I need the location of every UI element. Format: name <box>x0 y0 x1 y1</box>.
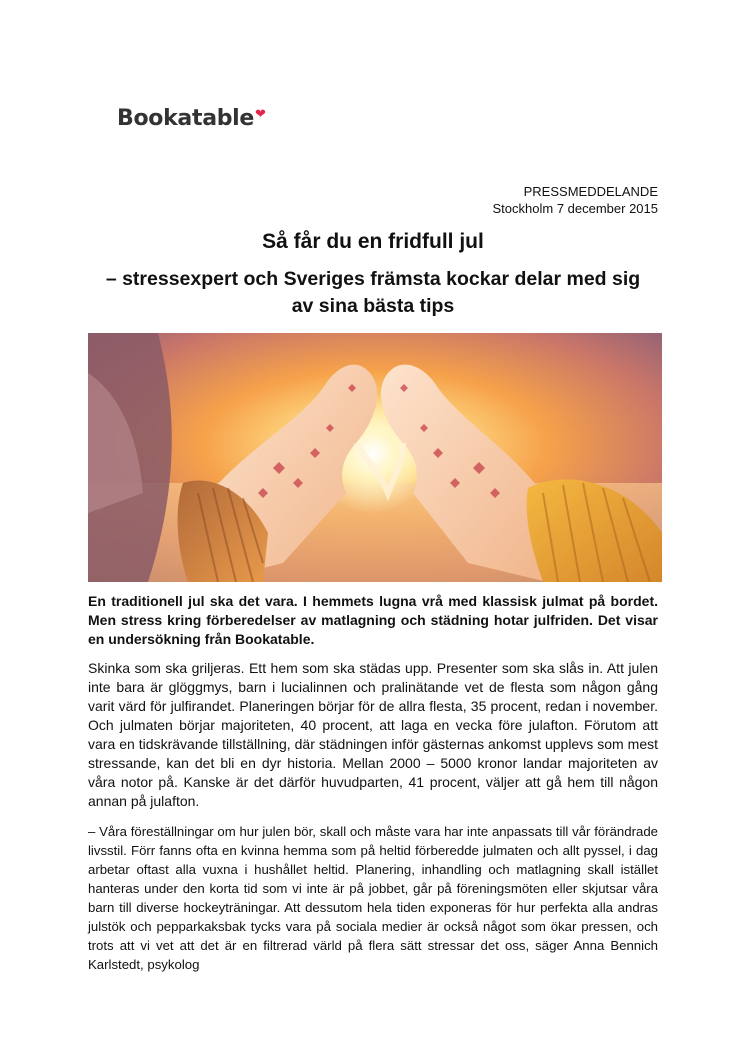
body-paragraph-1: Skinka som ska griljeras. Ett hem som ska städas upp. Presenter som ska slås in. Att julen inte bara är glöggmys, barn i lucialinnen och pralinätande vet de flesta som någon gång varit värd för julfirandet. Planeringen börjar för de allra flesta, 35 procent, redan i november. Och julmaten börjar majoriteten, 40 procent, att laga en vecka före julafton. Förutom att vara en tidskrävande tillställning, där städningen inför gästernas ankomst upplevs som mest stressande, kan det bli en dyr historia. Mellan 2000 – 5000 kronor landar majoriteten av våra notor på. Kanske är det därför huvudparten, 41 procent, väljer att gå hem till någon annan på julafton. <box>88 660 658 809</box>
hero-image <box>88 333 662 582</box>
article-subtitle: – stressexpert och Sveriges främsta kockar delar med sig av sina bästa tips <box>105 268 641 317</box>
lead-paragraph: En traditionell jul ska det vara. I hemmets lugna vrå med klassisk julmat på bordet. Men stress kring förberedelser av matlagning och städning hotar julfriden. Det visar en undersökning från Bookatable. <box>88 593 658 647</box>
article-title: Så får du en fridfull jul <box>262 230 484 253</box>
press-meta <box>493 183 658 217</box>
body-paragraph-2: – Våra föreställningar om hur julen bör, skall och måste vara har inte anpassats till vår förändrade livsstil. Förr fanns ofta en kvinna hemma som på heltid förberedde julmaten och allt pyssel, i dag arbetar oftast alla vuxna i hushållet heltid. Planering, inhandling och matlagning skall istället hanteras under den korta tid som vi inte är på jobbet, går på föreningsmöten eller skjutsar våra barn till diverse hockeyträningar. Att dessutom hela tiden exponeras för hur perfekta alla andras julstök och pepparkaksbak tycks vara på sociala medier är också något som ökar pressen, och trots att vi vet att det är en filtrerad värld på flera sätt stressar det oss, säger Anna Bennich Karlstedt, psykolog <box>88 824 658 972</box>
heart-hands-photo <box>88 333 662 582</box>
logo-text: Bookatable <box>117 106 255 131</box>
heart-icon: ❤ <box>255 107 266 122</box>
place-date: Stockholm 7 december 2015 <box>492 201 658 216</box>
brand-logo <box>117 106 266 131</box>
press-label: PRESSMEDDELANDE <box>523 184 658 199</box>
